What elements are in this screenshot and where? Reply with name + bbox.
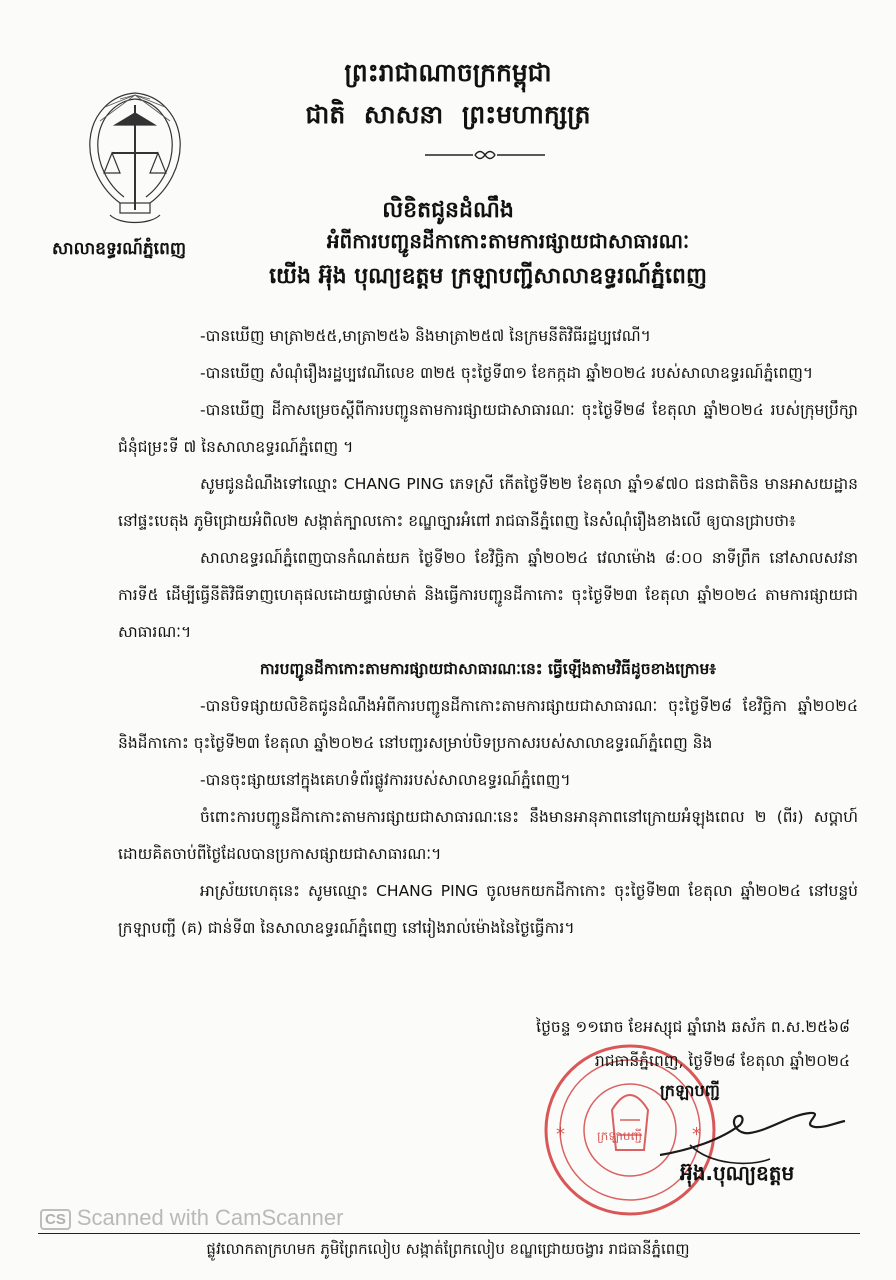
paragraph: សាលាឧទ្ធរណ៍ភ្នំពេញបានកំណត់យក ថ្ងៃទី២០ ខែវិច្ឆិកា ឆ្នាំ២០២៤ វេលាម៉ោង ៨:០០ នាទីព្រឹក នៅសាលសវនាការទី៥ ដើម្បីធ្វើនីតិវិធីទាញហេតុផលដោយផ្ទាល់មាត់ និងធ្វើការបញ្ជូនដីកាកោះ ចុះថ្ងៃទី២៣ ខែតុលា ឆ្នាំ២០២៤ តាមការផ្សាយជាសាធារណៈ។ xyxy=(118,549,858,641)
paragraph: -បានចុះផ្សាយនៅក្នុងគេហទំព័រផ្លូវការរបស់សាលាឧទ្ធរណ៍ភ្នំពេញ។ xyxy=(200,771,571,789)
paragraph: -បានឃើញ ដីកាសម្រេចស្ដីពីការបញ្ជូនតាមការផ្សាយជាសាធារណៈ ចុះថ្ងៃទី២៨ ខែតុលា ឆ្នាំ២០២៤ របស់ក្រុមប្រឹក្សាជំនុំជម្រះទី ៧ នៃសាលាឧទ្ធរណ៍ភ្នំពេញ ។ xyxy=(118,401,858,456)
paragraph: -បានឃើញ មាត្រា២៥៥,មាត្រា២៥៦ និងមាត្រា២៥៧ នៃក្រមនីតិវិធីរដ្ឋប្បវេណី។ xyxy=(200,327,651,345)
solar-date: រាជធានីភ្នំពេញ, ថ្ងៃទី២៨ ខែតុលា ឆ្នាំ២០២៤ xyxy=(594,1052,850,1070)
paragraph: -បានបិទផ្សាយលិខិតជូនដំណឹងអំពីការបញ្ជូនដីកាកោះតាមការផ្សាយជាសាធារណៈ ចុះថ្ងៃទី២៨ ខែវិច្ឆិកា ឆ្នាំ២០២៤ និងដីកាកោះ ចុះថ្ងៃទី២៣ ខែតុលា ឆ្នាំ២០២៤ នៅបញ្ជរសម្រាប់បិទប្រកាសរបស់សាលាឧទ្ធរណ៍ភ្នំពេញ និង xyxy=(118,697,858,752)
paragraph: អាស្រ័យហេតុនេះ សូមឈ្មោះ CHANG PING ចូលមកយកដីកាកោះ ចុះថ្ងៃទី២៣ ខែតុលា ឆ្នាំ២០២៤ នៅបន្ទប់ក្រឡាបញ្ជី (គ) ជាន់ទី៣ នៃសាលាឧទ្ធរណ៍ភ្នំពេញ នៅរៀងរាល់ម៉ោងនៃថ្ងៃធ្វើការ។ xyxy=(118,882,858,937)
ornament-divider-icon xyxy=(425,146,545,164)
court-label: សាលាឧទ្ធរណ៍ភ្នំពេញ xyxy=(52,239,187,259)
paragraph: ចំពោះការបញ្ជូនដីកាកោះតាមការផ្សាយជាសាធារណៈនេះ នឹងមានអានុភាពនៅក្រោយអំឡុងពេល ២ (ពីរ) សប្ដាហ៍ ដោយគិតចាប់ពីថ្ងៃដែលបានប្រកាសផ្សាយជាសាធារណៈ។ xyxy=(118,808,858,863)
national-motto: ជាតិ សាសនា ព្រះមហាក្សត្រ xyxy=(305,100,591,129)
paragraph: -បានឃើញ សំណុំរឿងរដ្ឋប្បវេណីលេខ ៣២៥ ចុះថ្ងៃទី៣១ ខែកក្កដា ឆ្នាំ២០២៤ របស់សាលាឧទ្ធរណ៍ភ្នំពេញ។ xyxy=(200,364,814,382)
signatory-name: អ៊ុង.បុណ្យឧត្តម xyxy=(680,1161,795,1185)
svg-text:*: * xyxy=(556,1124,565,1145)
footer-divider xyxy=(38,1233,860,1234)
notice-subject: អំពីការបញ្ជូនដីកាកោះតាមការផ្សាយជាសាធារណៈ xyxy=(326,229,690,253)
signatory-title: ក្រឡាបញ្ជី xyxy=(660,1081,720,1100)
issuer-line: យើង អ៊ុង បុណ្យឧត្តម ក្រឡាបញ្ជីសាលាឧទ្ធរណ៍ភ្នំពេញ xyxy=(269,264,707,289)
notice-body xyxy=(118,318,858,947)
svg-text:*: * xyxy=(692,1124,701,1145)
scanner-watermark xyxy=(40,1205,343,1231)
lunar-date: ថ្ងៃចន្ទ ១១រោច ខែអស្សុជ ឆ្នាំរោង ឆស័ក ព.ស.២៥៦៨ xyxy=(536,1018,850,1036)
seal-inner-label: ក្រឡាបញ្ជី xyxy=(597,1129,642,1143)
footer-address: ផ្លូវលោកតាក្រហមក ភូមិព្រែកលៀប សង្កាត់ព្រែកលៀប ខណ្ឌជ្រោយចង្វារ រាជធានីភ្នំពេញ xyxy=(206,1240,690,1258)
watermark-text: Scanned with CamScanner xyxy=(76,1205,344,1230)
kingdom-heading: ព្រះរាជាណាចក្រកម្ពុជា xyxy=(344,58,552,87)
paragraph-heading: ការបញ្ជូនដីកាកោះតាមការផ្សាយជាសាធារណៈនេះ ធ្វើឡើងតាមវិធីដូចខាងក្រោម៖ xyxy=(259,660,717,678)
notice-title: លិខិតជូនដំណឹង xyxy=(382,198,514,223)
paragraph: សូមជូនដំណឹងទៅឈ្មោះ CHANG PING ភេទស្រី កើតថ្ងៃទី២២ ខែតុលា ឆ្នាំ១៩៧០ ជនជាតិចិន មានអាសយដ្ឋាននៅផ្ទះបេតុង ភូមិជ្រោយអំពិល២ សង្កាត់ក្បាលកោះ ខណ្ឌច្បារអំពៅ រាជធានីភ្នំពេញ នៃសំណុំរឿងខាងលើ ឲ្យបានជ្រាបថា៖ xyxy=(118,475,858,530)
dateline xyxy=(470,1010,850,1078)
camscanner-badge: CS xyxy=(40,1209,71,1230)
